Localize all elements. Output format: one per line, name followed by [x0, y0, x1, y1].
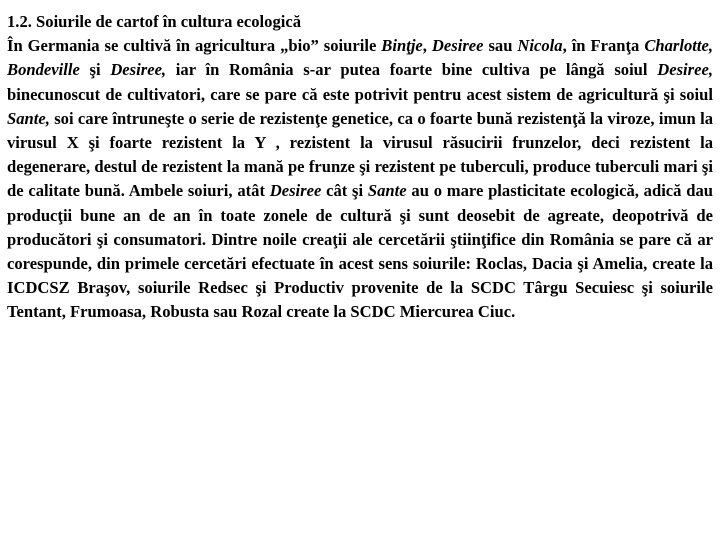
text-run: În Germania se cultivă în agricultura „bio” soiurile: [7, 36, 382, 56]
variety-name: Desiree,: [657, 60, 713, 80]
variety-name: Charlotte, Bondeville: [7, 36, 714, 80]
variety-name: Nicola: [517, 36, 563, 56]
text-run: şi: [79, 60, 111, 80]
text-run: au o mare plasticitate ecologică, adică dau producţii bune an de an în toate zonele de cultură şi sunt deosebit de agreate, deopotrivă de producători şi consumatori. Dintre noile creaţii ale cercetării ştiinţifice din România se pare că ar corespunde, din primele cercetări efectuate în acest sens soiurile: Roclas, Dacia şi Amelia, create la ICDCSZ Braşov, soiurile Redsec şi Productiv provenite de la SCDC Târgu Secuiesc şi soiurile Tentant, Frumoasa, Robusta sau Rozal create la SCDC Miercurea Ciuc.: [7, 181, 713, 322]
text-run: sau: [483, 36, 518, 56]
variety-name: Binţje: [381, 36, 423, 56]
variety-name: Desiree,: [110, 60, 167, 80]
document-page: [7, 10, 713, 325]
variety-name: Desiree: [431, 36, 484, 56]
section-title: 1.2. Soiurile de cartof în cultura ecologică: [7, 12, 302, 31]
text-run: ,: [422, 36, 432, 56]
text-run: , în Franţa: [562, 36, 645, 56]
text-run: soi care întruneşte o serie de rezistenţe genetice, ca o foarte bună rezistenţă la viroze, imun la virusul X şi foarte rezistent la Y , rezistent la virusul răsucirii frunzelor, deci rezistent la degenerare, destul de rezistent la mană pe frunze şi rezistent pe tuberculi, produce tuberculi mari şi de calitate bună. Ambele soiuri, atât: [7, 108, 713, 201]
text-run: cât şi: [321, 181, 368, 201]
text-run: iar în România s-ar putea foarte bine cultiva pe lângă soiul: [166, 60, 658, 80]
variety-name: Sante,: [7, 108, 50, 128]
text-run: binecunoscut de cultivatori, care se pare că este potrivit pentru acest sistem de agricultură şi soiul: [7, 84, 713, 104]
variety-name: Sante: [367, 181, 407, 201]
variety-name: Desiree: [269, 181, 322, 201]
body-paragraph: [7, 34, 713, 324]
